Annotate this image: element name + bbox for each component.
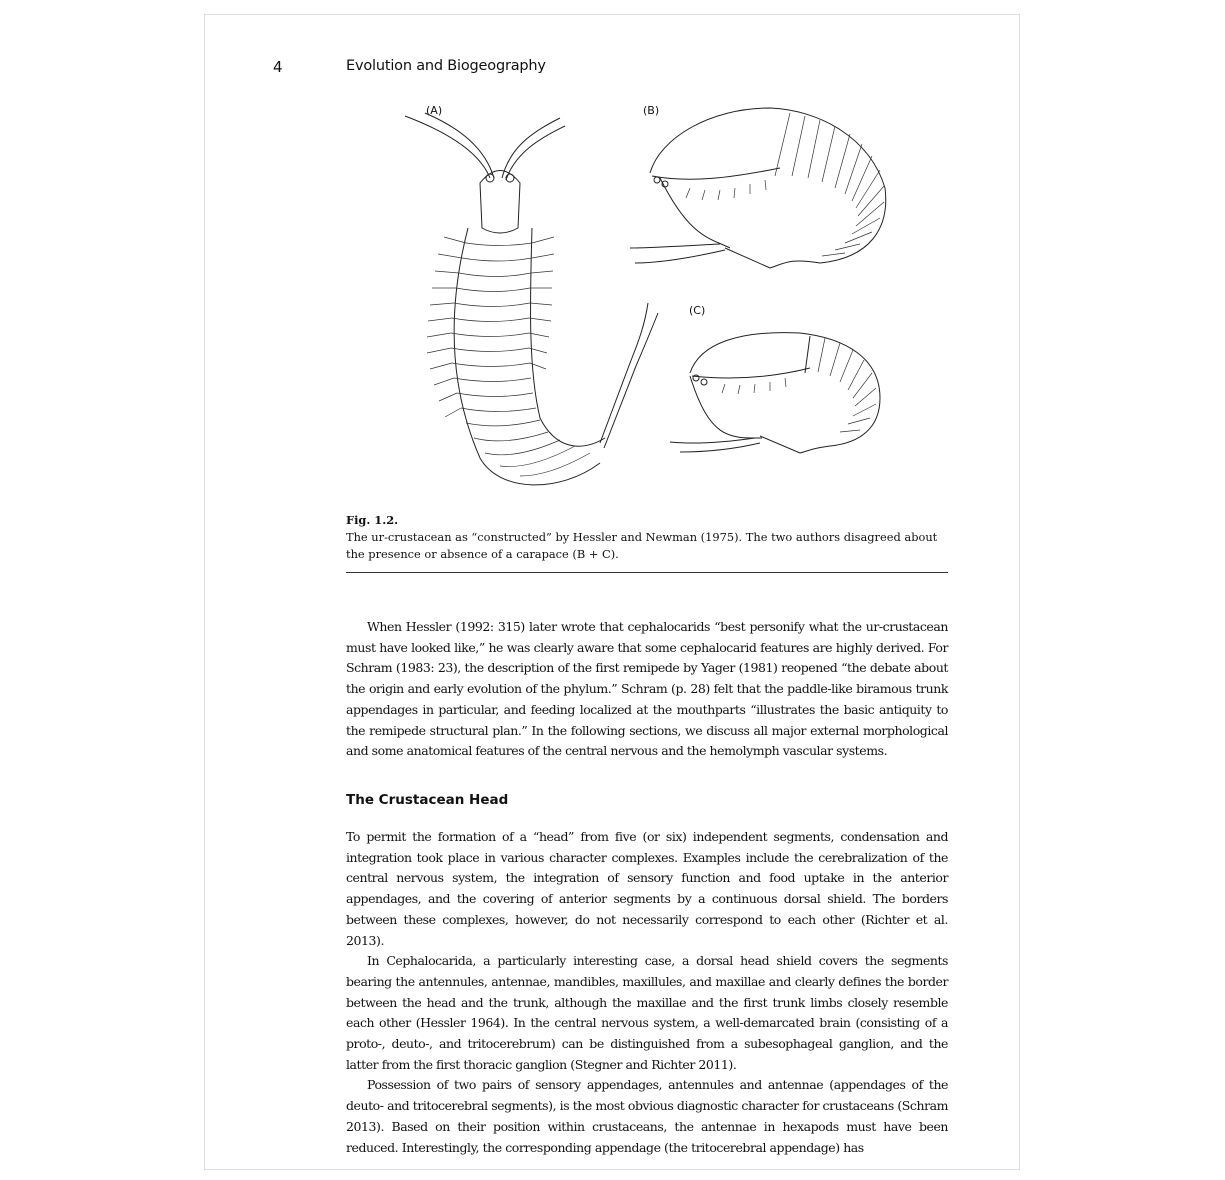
panel-label-a: (A) (426, 104, 443, 117)
panel-b-drawing (630, 108, 886, 268)
panel-label-c: (C) (689, 304, 706, 317)
figure-caption-text: The ur-crustacean as “constructed” by Hessler and Newman (1975). The two authors disagreed about the presence or absence of a carapace (B + C). (346, 530, 938, 561)
panel-c-drawing (670, 333, 880, 453)
section-paragraph-3: Possession of two pairs of sensory appendages, antennules and antennae (appendages of the deuto- and tritocerebral segments), is the most obvious diagnostic character for crustaceans (Schram 2013). Based on their position within crustaceans, the antennae in hexapods must have been reduced. Interestingly, the corresponding appendage (the tritocerebral appendage) has (346, 1077, 948, 1155)
figure-illustration (390, 98, 910, 498)
intro-text (346, 617, 948, 762)
figure-caption-title: Fig. 1.2. (346, 513, 399, 527)
crustacean-drawing (390, 98, 910, 498)
intro-paragraph: When Hessler (1992: 315) later wrote that cephalocarids “best personify what the ur-crustacean must have looked like,” he was clearly aware that some cephalocarid features are highly derived. For Schram (1983: 23), the description of the first remipede by Yager (1981) reopened “the debate about the origin and early evolution of the phylum.” Schram (p. 28) felt that the paddle-like biramous trunk appendages in particular, and feeding localized at the mouthparts “illustrates the basic antiquity to the remipede structural plan.” In the following sections, we discuss all major external morphological and some anatomical features of the central nervous and the hemolymph vascular systems. (346, 619, 948, 759)
section-body (346, 827, 948, 1158)
section-paragraph-2: In Cephalocarida, a particularly interesting case, a dorsal head shield covers the segments bearing the antennules, antennae, mandibles, maxillules, and maxillae and clearly defines the border between the head and the trunk, although the maxillae and the first trunk limbs closely resemble each other (Hessler 1964). In the central nervous system, a well-demarcated brain (consisting of a proto-, deuto-, and tritocerebrum) can be distinguished from a subesophageal ganglion, and the latter from the first thoracic ganglion (Stegner and Richter 2011). (346, 953, 948, 1072)
section-heading: The Crustacean Head (346, 792, 509, 808)
running-title: Evolution and Biogeography (346, 58, 546, 74)
panel-a-drawing (405, 113, 658, 485)
page-number: 4 (273, 58, 283, 76)
caption-divider (346, 572, 948, 573)
panel-label-b: (B) (643, 104, 660, 117)
figure-caption (346, 512, 948, 563)
section-paragraph-1: To permit the formation of a “head” from five (or six) independent segments, condensation and integration took place in various character complexes. Examples include the cerebralization of the central nervous system, the integration of sensory function and food uptake in the anterior appendages, and the covering of anterior segments by a continuous dorsal shield. The borders between these complexes, however, do not necessarily correspond to each other (Richter et al. 2013). (346, 829, 948, 948)
